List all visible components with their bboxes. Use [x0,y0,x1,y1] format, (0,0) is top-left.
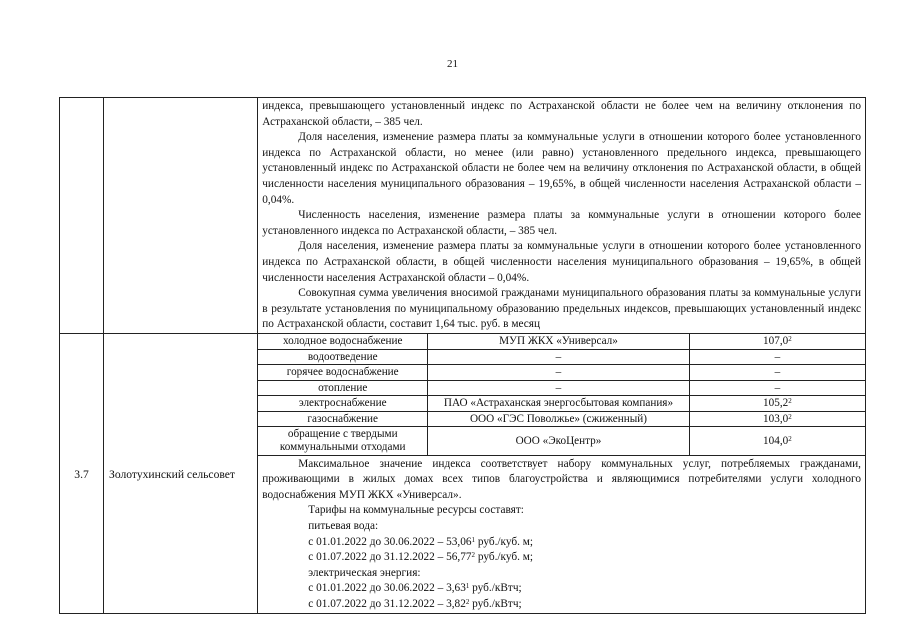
tariff-text: электрическая энергия: [308,566,421,579]
tariffs-heading: Тарифы на коммунальные ресурсы составят: [308,504,524,517]
service-index [689,396,865,412]
tariff-text: с 01.07.2022 до 31.12.2022 – 3,82 [308,598,466,610]
footnote-mark: 2 [788,397,792,406]
tariff-line [308,566,861,582]
footnote-mark: 2 [788,434,792,443]
service-provider: МУП ЖКХ «Универсал» [428,334,690,349]
service-row [258,334,865,349]
service-name: электроснабжение [258,396,427,412]
service-row [258,427,865,455]
footnote-mark: 2 [788,412,792,421]
tariff-text: с 01.01.2022 до 30.06.2022 – 3,63 [308,582,466,595]
service-provider: – [428,349,690,365]
service-index [689,411,865,427]
service-name: водоотведение [258,349,427,365]
document-table [59,97,866,614]
index-value: – [774,381,781,394]
row-number: 3.7 [60,333,104,613]
page-number: 21 [447,58,458,70]
tariff-line [308,535,861,551]
row-3-7-text [258,456,865,613]
service-row [258,349,865,365]
service-index [689,427,865,455]
index-value: 105,2 [763,397,789,410]
text-cell [258,98,866,334]
footnote-mark: 2 [788,334,792,343]
service-provider: ООО «ГЭС Поволжье» (сжиженный) [428,411,690,427]
row-3-7-content [258,333,866,613]
name-cell-empty [104,98,258,334]
index-value: – [774,350,781,363]
service-row [258,380,865,396]
number-cell-empty [60,98,104,334]
continuation-text [258,98,865,333]
service-row [258,396,865,412]
index-value: 104,0 [763,434,789,447]
footnote-mark: 1 [471,535,476,544]
service-index [689,380,865,396]
tariff-text: с 01.01.2022 до 30.06.2022 – 53,06 [308,535,472,548]
service-name: холодное водоснабжение [258,334,427,349]
tariff-unit: руб./куб. м; [475,551,534,564]
municipality-name: Золотухинский сельсовет [104,333,258,613]
service-name: горячее водоснабжение [258,365,427,381]
tariff-unit: руб./кВтч; [469,598,522,610]
tariff-line [308,597,861,613]
footnote-mark: 2 [471,551,476,560]
service-row [258,411,865,427]
footnote-mark: 2 [465,598,470,606]
paragraph: индекса, превышающего установленный индекс по Астраханской области не более чем на величину отклонения по Астраханской области, – 385 чел. [262,100,861,128]
tariff-line [308,581,861,597]
tariff-unit: руб./кВтч; [469,582,522,595]
service-provider: – [428,380,690,396]
service-index [689,365,865,381]
tariff-line [308,550,861,566]
table-row-3-7 [60,333,866,613]
service-provider: ПАО «Астраханская энергосбытовая компания» [428,396,690,412]
service-row [258,365,865,381]
tariff-unit: руб./куб. м; [475,535,534,548]
paragraph: Совокупная сумма увеличения вносимой гражданами муниципального образования платы за коммунальные услуги в результате установления по муниципальному образованию предельных индексов, превышающих установленный индекс по Астраханской области, составит 1,64 тыс. руб. в месяц [262,287,861,331]
tariff-line [308,519,861,535]
footnote-mark: 1 [465,582,470,591]
paragraph: Численность населения, изменение размера платы за коммунальные услуги в отношении которого более установленного индекса по Астраханской области, – 385 чел. [262,209,861,237]
tariff-text: с 01.07.2022 до 31.12.2022 – 56,77 [308,551,472,564]
service-name: отопление [258,380,427,396]
tariff-text: питьевая вода: [308,520,379,533]
services-table [258,334,865,456]
tariffs-block [262,503,861,612]
index-value: – [774,366,781,379]
service-name: обращение с твердыми коммунальными отходами [258,427,427,455]
index-value: 103,0 [763,412,789,425]
service-provider: – [428,365,690,381]
table-row-continuation [60,98,866,334]
service-provider: ООО «ЭкоЦентр» [428,427,690,455]
max-index-paragraph: Максимальное значение индекса соответствует набору коммунальных услуг, потребляемых гражданами, проживающими в жилых домах всех типов благоустройства и являющимися потребителями услуги холодного водоснабжения МУП ЖКХ «Универсал». [262,457,861,501]
tariffs-list [308,519,861,613]
index-value: 107,0 [763,334,789,347]
service-index [689,349,865,365]
service-name: газоснабжение [258,411,427,427]
service-index [689,334,865,349]
paragraph: Доля населения, изменение размера платы за коммунальные услуги в отношении которого более установленного индекса по Астраханской области, но менее (или равно) установленного предельного индекса, превышающего установленный индекс по Астраханской области не более чем на величину отклонения по Астраханской области, в общей численности населения муниципального образования – 19,65%, в общей численности населения Астраханской области – 0,04%. [262,131,861,206]
paragraph: Доля населения, изменение размера платы за коммунальные услуги в отношении которого более установленного индекса по Астраханской области, в общей численности населения муниципального образования – 19,65%, в общей численности населения Астраханской области – 0,04%. [262,240,861,284]
